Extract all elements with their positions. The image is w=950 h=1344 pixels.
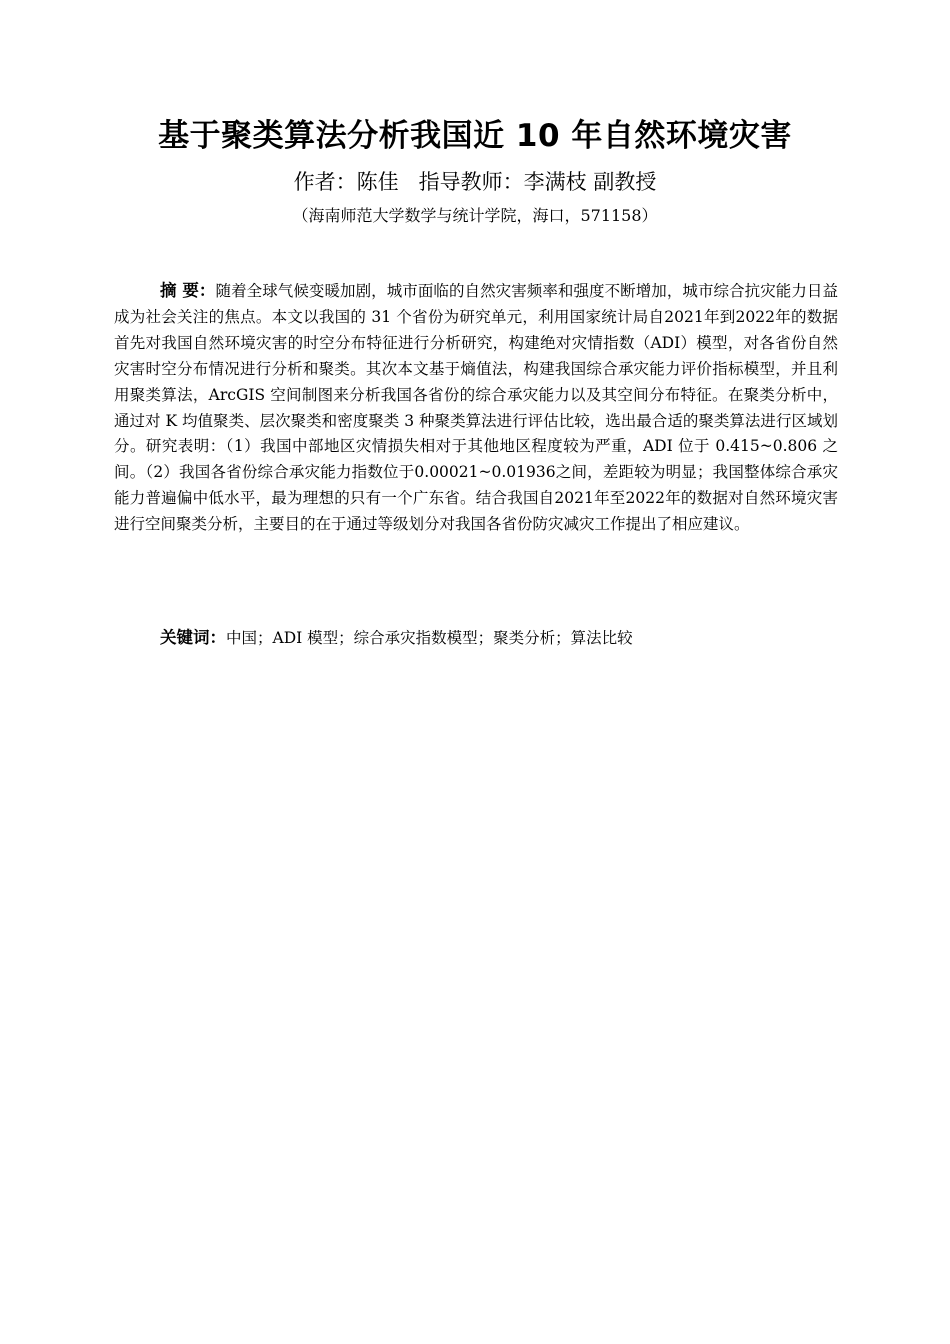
author-line: 作者：陈佳 指导教师：李满枝 副教授 bbox=[293, 170, 657, 194]
paper-title: 基于聚类算法分析我国近 10 年自然环境灾害 bbox=[158, 118, 792, 154]
keywords-label: 关键词： bbox=[160, 628, 226, 647]
abstract-text: 随着全球气候变暖加剧，城市面临的自然灾害频率和强度不断增加，城市综合抗灾能力日益成为社会关注的焦点。本文以我国的 31 个省份为研究单元，利用国家统计局自2021年到2022年的数据首先对我国自然环境灾害的时空分布特征进行分析研究，构建绝对灾情指数（ADI）模型，对各省份自然灾害时空分布情况进行分析和聚类。其次本文基于熵值法，构建我国综合承灾能力评价指标模型，并且利用聚类算法，ArcGIS 空间制图来分析我国各省份的综合承灾能力以及其空间分布特征。在聚类分析中，通过对 K 均值聚类、层次聚类和密度聚类 3 种聚类算法进行评估比较，选出最合适的聚类算法进行区域划分。研究表明：（1）我国中部地区灾情损失相对于其他地区程度较为严重，ADI 位于 0.415~0.806 之间。（2）我国各省份综合承灾能力指数位于0.00021~0.01936之间，差距较为明显；我国整体综合承灾能力普遍偏中低水平，最为理想的只有一个广东省。结合我国自2021年至2022年的数据对自然环境灾害进行空间聚类分析，主要目的在于通过等级划分对我国各省份防灾减灾工作提出了相应建议。 bbox=[114, 282, 838, 534]
affiliation: （海南师范大学数学与统计学院，海口，571158） bbox=[292, 206, 658, 225]
keywords-text: 中国；ADI 模型；综合承灾指数模型；聚类分析；算法比较 bbox=[226, 629, 633, 647]
abstract-label: 摘 要： bbox=[160, 281, 216, 300]
keywords-paragraph bbox=[114, 625, 838, 651]
abstract-paragraph bbox=[114, 278, 838, 538]
